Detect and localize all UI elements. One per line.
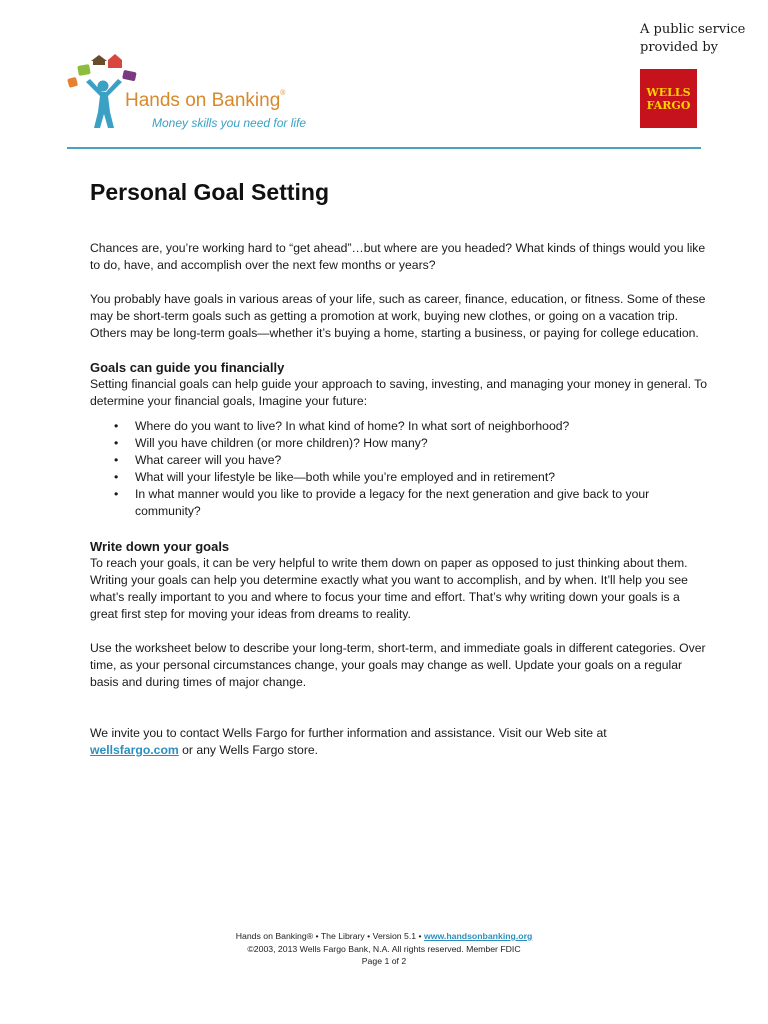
handsonbanking-link[interactable]: www.handsonbanking.org bbox=[423, 931, 533, 941]
list-item: • What career will you have? bbox=[114, 452, 710, 469]
wf-logo-line-1: WELLS bbox=[646, 85, 691, 99]
list-item: • Will you have children (or more children)? How many? bbox=[114, 435, 710, 452]
page-header bbox=[0, 0, 768, 150]
brand-name-text: Hands on Banking bbox=[125, 90, 281, 111]
intro-paragraph-2: You probably have goals in various areas of your life, such as career, finance, education, or fitness. Some of these may be short-term goals such as getting a promotion at work, buying new clothes, or going on a vacation trip. Others may be long-term goals—whether it’s buying a home, starting a business, or paying for college education. bbox=[90, 292, 706, 340]
worksheet-paragraph: Use the worksheet below to describe your long-term, short-term, and immediate goals in different categories. Over time, as your personal circumstances change, your goals may change as well. Update your goals on a regular basis and during times of major change. bbox=[90, 641, 706, 689]
header-divider bbox=[67, 147, 701, 149]
sponsor-line-1: A public service bbox=[640, 22, 746, 37]
intro-paragraph-1: Chances are, you’re working hard to “get ahead”…but where are you headed? What kinds of things would you like to do, have, and accomplish over the next few months or years? bbox=[90, 241, 706, 272]
page-footer bbox=[0, 930, 768, 968]
page-title: Personal Goal Setting bbox=[90, 179, 329, 205]
copyright: ©2003, 2013 Wells Fargo Bank, N.A. All rights reserved. Member FDIC bbox=[247, 943, 521, 954]
sponsor-line-2: provided by bbox=[640, 40, 718, 55]
footer-credit: Hands on Banking® • The Library • Version 5.1 • bbox=[235, 931, 424, 941]
wells-fargo-logo[interactable] bbox=[640, 69, 697, 128]
contact-text-end: or any Wells Fargo store. bbox=[178, 743, 319, 757]
future-questions-list bbox=[114, 418, 710, 520]
brand-tagline: Money skills you need for life bbox=[152, 116, 307, 130]
contact-paragraph bbox=[90, 725, 710, 759]
wellsfargo-link[interactable]: wellsfargo.com bbox=[90, 743, 179, 757]
registered-mark: ® bbox=[280, 90, 286, 97]
brand-name bbox=[125, 90, 285, 112]
list-item: • What will your lifestyle be like—both while you’re employed and in retirement? bbox=[114, 469, 710, 486]
footer-line-1 bbox=[0, 930, 768, 943]
list-item: • In what manner would you like to provide a legacy for the next generation and give back to your community? bbox=[114, 486, 710, 520]
write-goals-paragraph: To reach your goals, it can be very helpful to write them down on paper as opposed to just thinking about them. Writing your goals can help you determine exactly what you want to accomplish, and by when. It’ll help you see what’s really important to you and where to focus your time and effort. That’s why writing down your goals is a great first step for moving your ideas from dreams to reality. bbox=[90, 556, 688, 621]
wf-logo-line-2: FARGO bbox=[646, 98, 691, 112]
spacer bbox=[90, 708, 710, 725]
document-body bbox=[90, 178, 710, 776]
list-item: • Where do you want to live? In what kind of home? In what sort of neighborhood? bbox=[114, 418, 710, 435]
contact-text: We invite you to contact Wells Fargo for further information and assistance. Visit our Web site at bbox=[90, 726, 607, 740]
financial-paragraph: Setting financial goals can help guide your approach to saving, investing, and managing your money in general. To determine your financial goals, Imagine your future: bbox=[90, 377, 707, 408]
page-number: Page 1 of 2 bbox=[361, 956, 407, 966]
section-heading-financial: Goals can guide you financially bbox=[90, 360, 285, 375]
section-heading-write-goals: Write down your goals bbox=[90, 539, 230, 554]
hands-on-banking-logo[interactable] bbox=[64, 52, 334, 132]
sponsor-text bbox=[640, 21, 750, 57]
